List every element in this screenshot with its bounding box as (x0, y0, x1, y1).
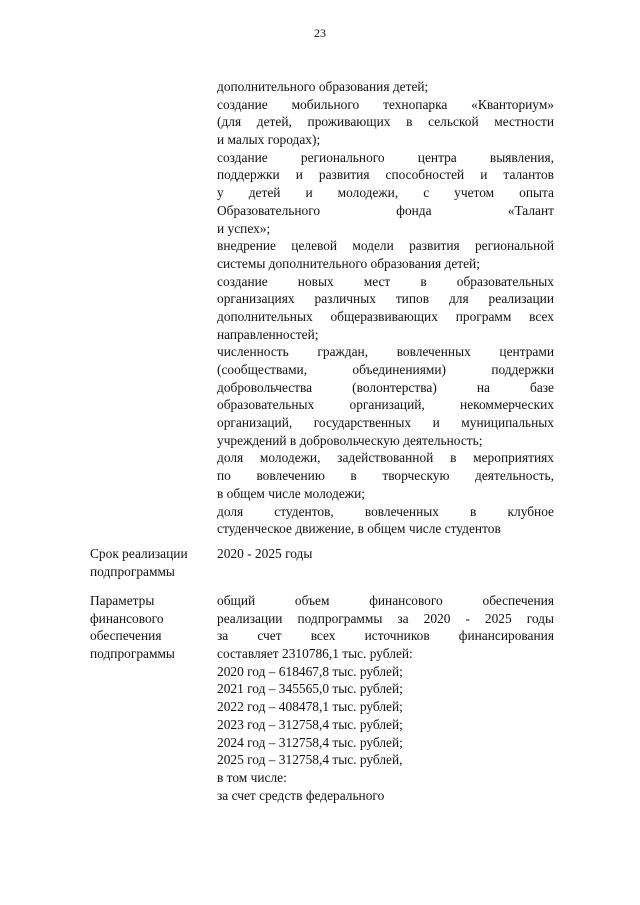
row-content (217, 592, 554, 804)
row-content (217, 78, 554, 538)
text-line: 2020 год – 618467,8 тыс. рублей; (217, 663, 403, 679)
text-line: 2025 год – 312758,4 тыс. рублей, (217, 752, 403, 768)
text-line: 2021 год – 345565,0 тыс. рублей; (217, 681, 403, 697)
text-line: за счет всех источников финансирования (217, 628, 554, 644)
text-line: дополнительного образования детей; (217, 79, 429, 94)
text-line: и малых городах); (217, 132, 321, 148)
label-line: подпрограммы (90, 645, 175, 661)
label-line: обеспечения (90, 628, 162, 643)
text-line: внедрение целевой модели развития региональной (217, 238, 554, 254)
text-line: численность граждан, вовлеченных центрами (217, 344, 554, 360)
text-line: организаций, государственных и муниципальных (217, 415, 554, 431)
text-line: создание новых мест в образовательных (217, 273, 554, 289)
text-line: направленностей; (217, 326, 319, 342)
text-line: реализации подпрограммы за 2020 - 2025 годы (217, 610, 554, 626)
row-label (90, 592, 210, 662)
text-line: дополнительных общеразвивающих программ всех (217, 308, 554, 324)
text-line: (для детей, проживающих в сельской местности (217, 114, 554, 130)
text-line: общий объем финансового обеспечения (217, 593, 554, 608)
text-line: образовательных организаций, некоммерческих (217, 397, 554, 413)
text-line: и успех»; (217, 220, 271, 236)
text-line: (сообществами, объединениями) поддержки (217, 362, 554, 377)
text-line: Образовательного фонда «Талант (217, 202, 554, 218)
text-line: организациях различных типов для реализации (217, 291, 554, 307)
text-line: доля молодежи, задействованной в мероприятиях (217, 450, 554, 466)
text-line: у детей и молодежи, с учетом опыта (217, 185, 554, 201)
text-line: учреждений в добровольческую деятельность; (217, 432, 483, 448)
label-line: финансового (90, 610, 164, 626)
page-number: 23 (314, 26, 326, 40)
text-line: системы дополнительного образования детей; (217, 255, 480, 271)
text-line: 2024 год – 312758,4 тыс. рублей; (217, 734, 403, 750)
row-content (217, 545, 554, 563)
text-line: по вовлечению в творческую деятельность, (217, 468, 554, 484)
text-line: создание мобильного технопарка «Кванториум» (217, 96, 554, 112)
text-line: в общем числе молодежи; (217, 485, 365, 501)
text-line: студенческое движение, в общем числе студентов (217, 521, 501, 537)
label-line: подпрограммы (90, 563, 175, 579)
text-line: в том числе: (217, 769, 287, 785)
text-line: 2023 год – 312758,4 тыс. рублей; (217, 716, 403, 732)
text-line: поддержки и развития способностей и талантов (217, 167, 554, 183)
text-line: доля студентов, вовлеченных в клубное (217, 503, 554, 519)
row-label (90, 545, 210, 580)
text-line: 2020 - 2025 годы (217, 546, 313, 561)
text-line: составляет 2310786,1 тыс. рублей: (217, 646, 413, 662)
text-line: добровольчества (волонтерства) на базе (217, 379, 554, 395)
text-line: за счет средств федерального (217, 787, 385, 803)
label-line: Параметры (90, 593, 155, 608)
label-line: Срок реализации (90, 546, 188, 561)
text-line: создание регионального центра выявления, (217, 149, 554, 165)
text-line: 2022 год – 408478,1 тыс. рублей; (217, 699, 403, 715)
